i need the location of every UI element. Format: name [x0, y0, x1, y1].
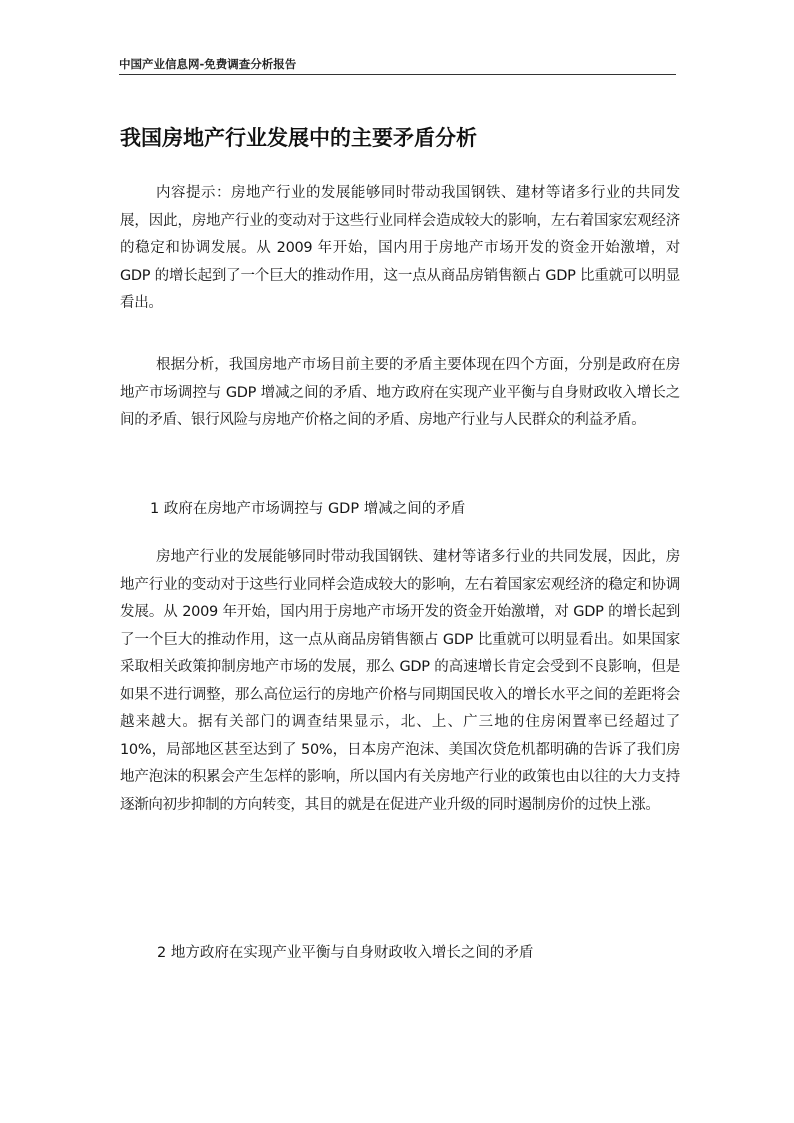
analysis-paragraph: 根据分析，我国房地产市场目前主要的矛盾主要体现在四个方面，分别是政府在房地产市场调控与 GDP 增减之间的矛盾、地方政府在实现产业平衡与自身财政收入增长之间的矛盾、银行风险与房地产价格之间的矛盾、房地产行业与人民群众的利益矛盾。: [120, 357, 680, 428]
section-heading-1: 1 政府在房地产市场调控与 GDP 增减之间的矛盾: [150, 501, 466, 517]
section-1-paragraph: 房地产行业的发展能够同时带动我国钢铁、建材等诸多行业的共同发展，因此，房地产行业的变动对于这些行业同样会造成较大的影响，左右着国家宏观经济的稳定和协调发展。从 2009 年开始，国内用于房地产市场开发的资金开始激增，对 GDP 的增长起到了一个巨大的推动作用，这一点从商品房销售额占 GDP 比重就可以明显看出。如果国家采取相关政策抑制房地产市场的发展，那么 GDP 的高速增长肯定会受到不良影响，但是如果不进行调整，那么高位运行的房地产价格与同期国民收入的增长水平之间的差距将会越来越大。据有关部门的调查结果显示，北、上、广三地的住房闲置率已经超过了 10%，局部地区甚至达到了 50%，日本房产泡沫、美国次贷危机都明确的告诉了我们房地产泡沫的积累会产生怎样的影响，所以国内有关房地产行业的政策也由以往的大力支持逐渐向初步抑制的方向转变，其目的就是在促进产业升级的同时遏制房价的过快上涨。: [120, 549, 680, 813]
document-title: 我国房地产行业发展中的主要矛盾分析: [120, 125, 477, 150]
header-text: 中国产业信息网-免费调查分析报告: [119, 57, 297, 71]
section-heading-2: 2 地方政府在实现产业平衡与自身财政收入增长之间的矛盾: [157, 945, 534, 961]
page-header: [119, 56, 676, 75]
intro-paragraph: 内容提示：房地产行业的发展能够同时带动我国钢铁、建材等诸多行业的共同发展，因此，房地产行业的变动对于这些行业同样会造成较大的影响，左右着国家宏观经济的稳定和协调发展。从 2009 年开始，国内用于房地产市场开发的资金开始激增，对 GDP 的增长起到了一个巨大的推动作用，这一点从商品房销售额占 GDP 比重就可以明显看出。: [120, 185, 680, 311]
